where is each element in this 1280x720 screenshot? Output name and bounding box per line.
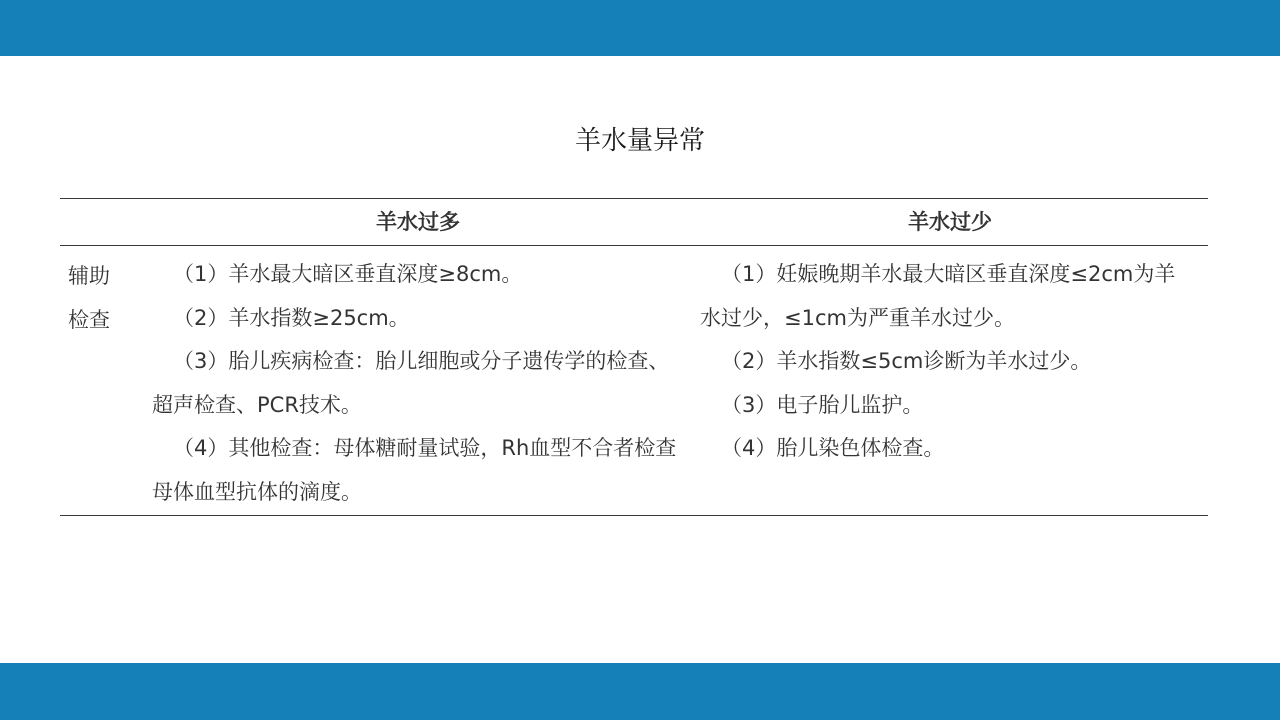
row-label [68, 254, 120, 342]
list-item: （4）胎儿染色体检查。 [721, 436, 945, 460]
top-accent-bar [0, 0, 1280, 56]
list-item: （4）其他检查：母体糖耐量试验，Rh血型不合者检查母体血型抗体的滴度。 [152, 436, 677, 504]
list-item: （2）羊水指数≤5cm诊断为羊水过少。 [721, 349, 1092, 373]
list-item: （3）电子胎儿监护。 [721, 392, 924, 417]
row-label-line: 辅助 [68, 264, 110, 288]
list-item: （3）胎儿疾病检查：胎儿细胞或分子遗传学的检查、超声检查、PCR技术。 [152, 349, 670, 417]
excess-cell [152, 253, 680, 514]
row-label-line: 检查 [68, 308, 110, 332]
table-top-rule [60, 198, 1208, 199]
column-header-excess: 羊水过多 [376, 210, 460, 234]
list-item: （2）羊水指数≥25cm。 [173, 305, 410, 330]
deficit-cell [700, 253, 1195, 471]
slide-title: 羊水量异常 [574, 126, 705, 156]
table-bottom-rule [60, 515, 1208, 516]
bottom-accent-bar [0, 663, 1280, 720]
table-header-rule [60, 245, 1208, 246]
list-item: （1）妊娠晚期羊水最大暗区垂直深度≤2cm为羊水过少，≤1cm为严重羊水过少。 [700, 262, 1176, 330]
column-header-deficit: 羊水过少 [908, 210, 992, 234]
list-item: （1）羊水最大暗区垂直深度≥8cm。 [173, 262, 523, 286]
